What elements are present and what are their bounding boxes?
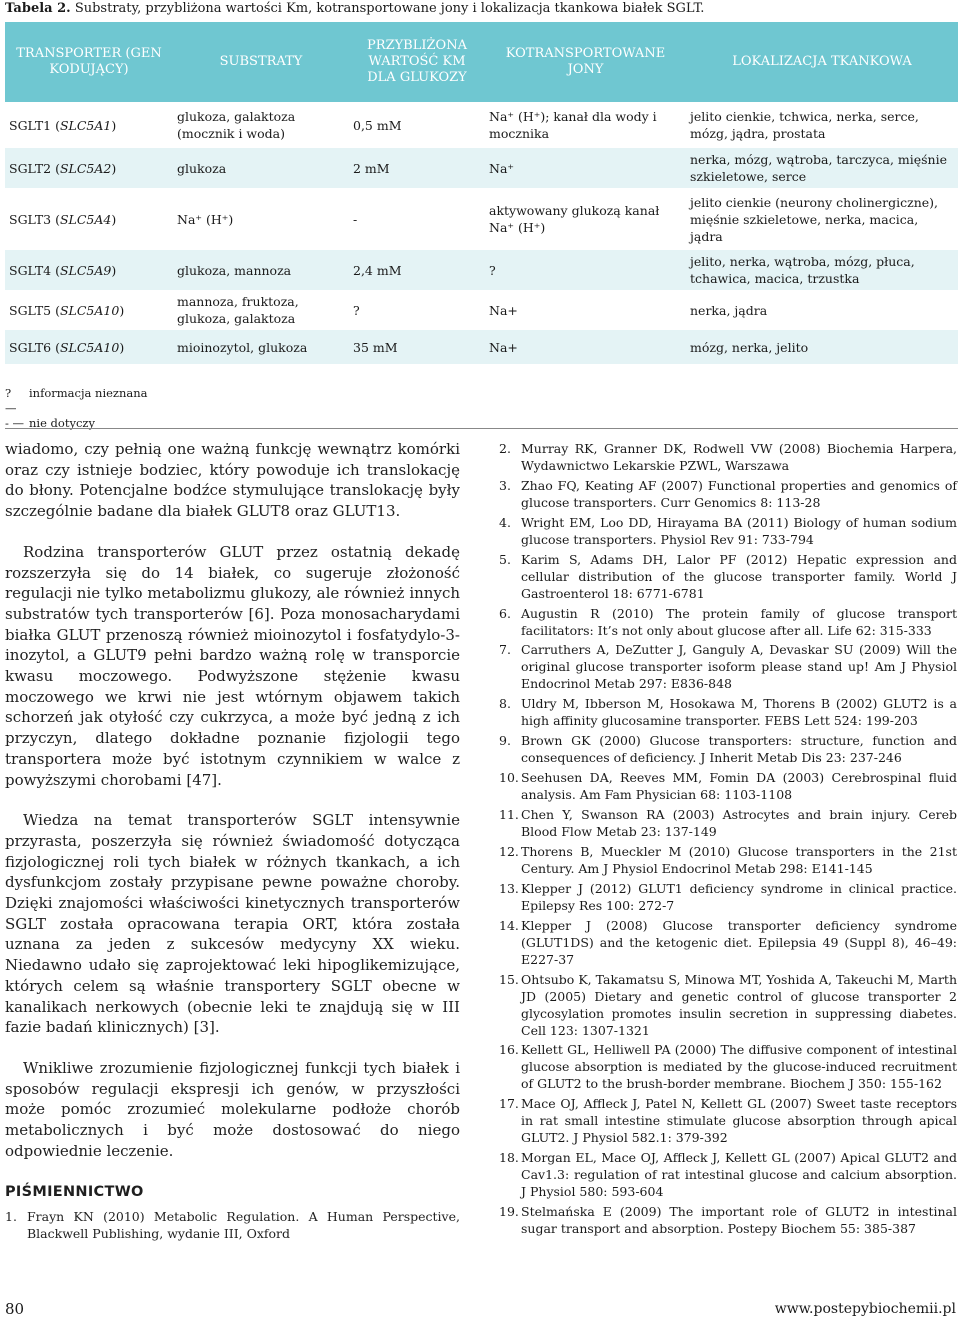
reference-item (499, 1095, 957, 1146)
table-row (5, 290, 958, 330)
reference-text: Kellett GL, Helliwell PA (2000) The diffusive component of intestinal glucose absorption is mediated by the glucose-induced recruitment of GLUT2 to the brush-border membrane. Biochem J 350: 155-162 (521, 1042, 957, 1092)
table-caption (5, 1, 704, 17)
reference-text: Brown GK (2000) Glucose transporters: structure, function and consequences of deficiency. J Inherit Metab Dis 23: 237-246 (521, 733, 957, 766)
transporter-name: SGLT3 (9, 211, 52, 227)
reference-item (499, 440, 957, 474)
reference-number: 4. (499, 514, 511, 530)
reference-item (499, 917, 957, 968)
table-row (5, 188, 958, 250)
reference-item (499, 477, 957, 511)
header-km: PRZYBLIŻONA WARTOŚĆ KM DLA GLUKOZY (349, 22, 485, 102)
reference-item (499, 641, 957, 692)
table-legend (5, 386, 148, 431)
cell-location: jelito cienkie (neurony cholinergiczne), mięśnie szkieletowe, nerka, macica, jądra (686, 188, 958, 250)
reference-number: 16. (499, 1042, 519, 1058)
cell-ions: ? (485, 250, 686, 290)
cell-substrates: Na⁺ (H⁺) (173, 188, 349, 250)
cell-substrates: glukoza (173, 148, 349, 188)
cell-km: 2,4 mM (349, 250, 485, 290)
reference-text: Zhao FQ, Keating AF (2007) Functional properties and genomics of glucose transporters. Curr Genomics 8: 113-28 (521, 477, 957, 510)
page-number: 80 (5, 1300, 25, 1318)
reference-item (499, 843, 957, 877)
transporter-name: SGLT2 (9, 160, 52, 176)
cell-location: jelito cienkie, tchwica, nerka, serce, mózg, jądra, prostata (686, 102, 958, 148)
reference-number: 15. (499, 971, 519, 987)
cell-substrates: mannoza, fruktoza, glukoza, galaktoza (173, 290, 349, 330)
reference-number: 8. (499, 696, 511, 712)
header-substrates: SUBSTRATY (173, 22, 349, 102)
cell-transporter: SGLT2 (SLC5A2) (5, 148, 173, 188)
reference-text: Seehusen DA, Reeves MM, Fomin DA (2003) Cerebrospinal fluid analysis. Am Fam Physician 68: 1103-1108 (521, 770, 957, 803)
reference-item (499, 605, 957, 639)
reference-text: Augustin R (2010) The protein family of glucose transport facilitators: It’s not only about glucose after all. Life 62: 315-333 (521, 605, 957, 638)
reference-item (499, 732, 957, 766)
table-row (5, 330, 958, 364)
reference-number: 14. (499, 917, 519, 933)
table-caption-text: Substraty, przybliżona wartości Km, kotransportowane jony i lokalizacja tkankowa białek SGLT. (70, 1, 705, 16)
cell-transporter: SGLT5 (SLC5A10) (5, 290, 173, 330)
cell-transporter: SGLT3 (SLC5A4) (5, 188, 173, 250)
reference-number: 1. (5, 1209, 17, 1225)
header-location: LOKALIZACJA TKANKOWA (686, 22, 958, 102)
table-header-row (5, 22, 958, 102)
right-column-references (499, 440, 957, 1240)
transporter-name: SGLT6 (9, 339, 52, 355)
cell-km: 0,5 mM (349, 102, 485, 148)
cell-substrates: mioinozytol, glukoza (173, 330, 349, 364)
cell-km: ? (349, 290, 485, 330)
cell-km: 35 mM (349, 330, 485, 364)
cell-substrates: glukoza, galaktoza (mocznik i woda) (173, 102, 349, 148)
cell-transporter: SGLT1 (SLC5A1) (5, 102, 173, 148)
reference-text: Chen Y, Swanson RA (2003) Astrocytes and brain injury. Cereb Blood Flow Metab 23: 137-149 (521, 807, 957, 840)
reference-item (499, 551, 957, 602)
reference-text: Ohtsubo K, Takamatsu S, Minowa MT, Yoshida A, Takeuchi M, Marth JD (2005) Dietary and genetic control of glucose transporter 2 glycosylation promotes insulin secretion in suppressing diabetes. Cell 123: 1307-1321 (521, 971, 957, 1038)
reference-text: Stelmańska E (2009) The important role of GLUT2 in intestinal sugar transport and absorption. Postepy Biochem 55: 385-387 (521, 1204, 957, 1237)
reference-number: 18. (499, 1150, 519, 1166)
cell-location: nerka, mózg, wątroba, tarczyca, mięśnie szkieletowe, serce (686, 148, 958, 188)
cell-ions: Na⁺ (485, 148, 686, 188)
cell-substrates: glukoza, mannoza (173, 250, 349, 290)
legend-symbol: - — (5, 416, 25, 430)
cell-km: - (349, 188, 485, 250)
reference-text: Carruthers A, DeZutter J, Ganguly A, Devaskar SU (2009) Will the original glucose transporter isoform please stand up! Am J Physiol Endocrinol Metab 297: E836-848 (521, 642, 957, 692)
cell-ions: aktywowany glukozą kanał Na⁺ (H⁺) (485, 188, 686, 250)
table-label: Tabela 2. (5, 1, 71, 16)
references-heading: PIŚMIENNICTWO (5, 1183, 144, 1200)
gene-name: SLC5A2 (59, 160, 112, 176)
reference-text: Mace OJ, Affleck J, Patel N, Kellett GL (2007) Sweet taste receptors in rat small intestine stimulate glucose absorption through apical GLUT2. J Physiol 582.1: 379-392 (521, 1096, 957, 1146)
reference-number: 17. (499, 1096, 519, 1112)
reference-item (499, 1149, 957, 1200)
gene-name: SLC5A10 (59, 302, 120, 318)
paragraph: Rodzina transporterów GLUT przez ostatnią dekadę rozszerzyła się do 14 białek, co sugeruje złożoność regulacji nie tylko metabolizmu glukozy, ale również innych substratów tych transporterów [6]. Poza monosacharydami białka GLUT przenoszą również mioinozytol i fosfatydylo-3-inozytol, a GLUT9 pełni bardzo ważną rolę w transporcie kwasu moczowego. Podwyższone stężenie kwasu moczowego we krwi nie jest wtórnym objawem takich schorzeń jak otyłość czy cukrzyca, a może być jedną z ich przyczyn, dlatego dokładne poznanie fizjologii tego transportera może być istotnym czynnikiem w walce z powyższymi chorobami [47]. (5, 542, 460, 789)
cell-ions: Na⁺ (H⁺); kanał dla wody i mocznika (485, 102, 686, 148)
paragraph: Wnikliwe zrozumienie fizjologicznej funkcji tych białek i sposobów regulacji ekspresji ich genów, w przyszłości może pomóc zrozumieć molekularne podłoże chorób metabolicznych i być może dostosować do niego odpowiednie leczenie. (5, 1058, 460, 1160)
cell-location: mózg, nerka, jelito (686, 330, 958, 364)
transporter-name: SGLT4 (9, 262, 52, 278)
reference-number: 13. (499, 880, 519, 896)
transporter-name: SGLT5 (9, 302, 52, 318)
cell-location: nerka, jądra (686, 290, 958, 330)
paragraph: wiadomo, czy pełnią one ważną funkcję wewnątrz komórki oraz czy istnieje bodziec, który powoduje ich translokację do błony. Potencjalne bodźce stymulujące translokację były szczególnie badane dla białek GLUT8 oraz GLUT13. (5, 440, 460, 521)
reference-item (499, 514, 957, 548)
reference-item (499, 971, 957, 1039)
gene-name: SLC5A9 (59, 262, 112, 278)
reference-text: Morgan EL, Mace OJ, Affleck J, Kellett GL (2007) Apical GLUT2 and Cav1.3: regulation of rat intestinal glucose and calcium absorption. J Physiol 580: 593-604 (521, 1150, 957, 1200)
reference-number: 9. (499, 733, 511, 749)
cell-transporter: SGLT6 (SLC5A10) (5, 330, 173, 364)
section-divider (5, 428, 958, 429)
paragraph: Wiedza na temat transporterów SGLT intensywnie przyrasta, poszerzyła się również świadomość dotycząca fizjologicznej roli tych białek w różnych tkankach, a ich dysfunkcjom zostały przypisane pewne poważne choroby. Dzięki znajomości właściwości kinetycznych transporterów SGLT została opracowana terapia ORT, która została uznana za jeden z sukcesów medycyny XX wieku. Niedawno udało się zaprojektować leki hipoglikemizujące, których celem są właśnie transportery SGLT obecne w kanalikach nerkowych (obecnie leki te znajdują się w III fazie badań klinicznych) [3]. (5, 811, 460, 1037)
reference-text: Frayn KN (2010) Metabolic Regulation. A Human Perspective, Blackwell Publishing, wydanie III, Oxford (27, 1209, 460, 1242)
cell-ions: Na+ (485, 330, 686, 364)
legend-symbol: ? — (5, 386, 17, 415)
reference-text: Klepper J (2008) Glucose transporter deficiency syndrome (GLUT1DS) and the ketogenic diet. Epilepsia 49 (Suppl 8), 46–49: E227-37 (521, 917, 957, 967)
reference-item (499, 880, 957, 914)
reference-item (5, 1208, 460, 1242)
gene-name: SLC5A4 (59, 211, 112, 227)
reference-number: 11. (499, 807, 519, 823)
legend-text: nie dotyczy (29, 416, 95, 430)
reference-text: Klepper J (2012) GLUT1 deficiency syndrome in clinical practice. Epilepsy Res 100: 272-7 (521, 880, 957, 913)
legend-text: informacja nieznana (29, 386, 148, 400)
reference-text: Murray RK, Granner DK, Rodwell VW (2008) Biochemia Harpera, Wydawnictwo Lekarskie PZWL, Warszawa (521, 441, 957, 473)
reference-number: 12. (499, 843, 519, 859)
reference-number: 7. (499, 642, 511, 658)
reference-text: Wright EM, Loo DD, Hirayama BA (2011) Biology of human sodium glucose transporters. Physiol Rev 91: 733-794 (521, 514, 957, 547)
sglt-table (5, 22, 958, 364)
reference-number: 10. (499, 770, 519, 786)
table-row (5, 148, 958, 188)
gene-name: SLC5A1 (59, 117, 112, 133)
reference-item (499, 695, 957, 729)
legend-row (5, 386, 148, 416)
reference-item (499, 806, 957, 840)
cell-ions: Na+ (485, 290, 686, 330)
reference-text: Uldry M, Ibberson M, Hosokawa M, Thorens B (2002) GLUT2 is a high affinity glucosamine transporter. FEBS Lett 524: 199-203 (521, 696, 957, 729)
reference-item (499, 1203, 957, 1237)
left-column (5, 439, 460, 1245)
cell-km: 2 mM (349, 148, 485, 188)
reference-number: 5. (499, 551, 511, 567)
transporter-name: SGLT1 (9, 117, 52, 133)
gene-name: SLC5A10 (59, 339, 120, 355)
journal-url[interactable]: www.postepybiochemii.pl (774, 1301, 956, 1317)
reference-number: 19. (499, 1204, 519, 1220)
reference-number: 3. (499, 477, 511, 493)
reference-text: Karim S, Adams DH, Lalor PF (2012) Hepatic expression and cellular distribution of the glucose transporter family. World J Gastroenterol 18: 6771-6781 (521, 551, 957, 601)
cell-transporter: SGLT4 (SLC5A9) (5, 250, 173, 290)
table-row (5, 102, 958, 148)
header-ions: KOTRANSPORTOWANE JONY (485, 22, 686, 102)
reference-number: 2. (499, 441, 511, 456)
cell-location: jelito, nerka, wątroba, mózg, płuca, tchawica, macica, trzustka (686, 250, 958, 290)
reference-item (499, 769, 957, 803)
reference-text: Thorens B, Mueckler M (2010) Glucose transporters in the 21st Century. Am J Physiol Endocrinol Metab 298: E141-145 (521, 843, 957, 876)
reference-number: 6. (499, 605, 511, 621)
header-transporter: TRANSPORTER (GEN KODUJĄCY) (5, 22, 173, 102)
table-row (5, 250, 958, 290)
reference-item (499, 1041, 957, 1092)
